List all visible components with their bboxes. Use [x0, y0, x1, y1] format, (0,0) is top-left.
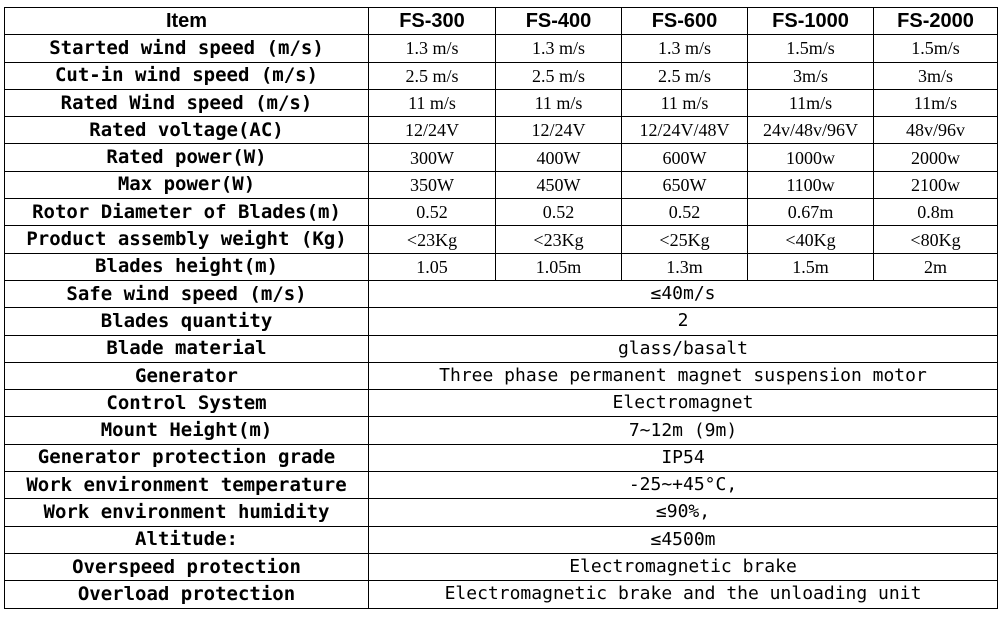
- shared-value-cell: glass/basalt: [369, 335, 998, 362]
- table-cell: 0.52: [622, 199, 748, 226]
- row-label: Work environment humidity: [5, 499, 369, 526]
- table-row: [5, 199, 998, 226]
- table-cell: 650W: [622, 171, 748, 198]
- row-label: Overspeed protection: [5, 553, 369, 580]
- table-cell: 400W: [496, 144, 622, 171]
- table-cell: 1.3 m/s: [622, 35, 748, 62]
- table-cell: 12/24V: [369, 117, 496, 144]
- shared-value-cell: ≤4500m: [369, 526, 998, 553]
- table-cell: 1.05: [369, 253, 496, 280]
- table-row: [5, 417, 998, 444]
- header-item: Item: [5, 8, 369, 35]
- row-label: Max power(W): [5, 171, 369, 198]
- table-cell: 0.67m: [748, 199, 874, 226]
- table-row: [5, 335, 998, 362]
- shared-value-cell: 7~12m (9m): [369, 417, 998, 444]
- table-cell: 0.52: [496, 199, 622, 226]
- table-cell: 1.3 m/s: [369, 35, 496, 62]
- spec-table: [4, 7, 998, 609]
- table-cell: <23Kg: [369, 226, 496, 253]
- table-cell: 11 m/s: [369, 89, 496, 116]
- table-cell: 0.8m: [874, 199, 998, 226]
- table-cell: 350W: [369, 171, 496, 198]
- table-row: [5, 526, 998, 553]
- table-cell: 11 m/s: [622, 89, 748, 116]
- table-cell: <40Kg: [748, 226, 874, 253]
- table-cell: 3m/s: [748, 62, 874, 89]
- table-row: [5, 390, 998, 417]
- table-row: [5, 472, 998, 499]
- table-row: [5, 171, 998, 198]
- table-cell: 2000w: [874, 144, 998, 171]
- table-cell: 2100w: [874, 171, 998, 198]
- table-cell: 24v/48v/96V: [748, 117, 874, 144]
- table-row: [5, 226, 998, 253]
- row-label: Mount Height(m): [5, 417, 369, 444]
- table-cell: 12/24V/48V: [622, 117, 748, 144]
- row-label: Work environment temperature: [5, 472, 369, 499]
- shared-value-cell: 2: [369, 308, 998, 335]
- row-label: Rotor Diameter of Blades(m): [5, 199, 369, 226]
- header-fs-600: FS-600: [622, 8, 748, 35]
- shared-value-cell: Electromagnet: [369, 390, 998, 417]
- row-label: Generator: [5, 362, 369, 389]
- row-label: Blades height(m): [5, 253, 369, 280]
- table-cell: 1.3 m/s: [496, 35, 622, 62]
- shared-value-cell: Electromagnetic brake: [369, 553, 998, 580]
- shared-value-cell: ≤90%,: [369, 499, 998, 526]
- shared-value-cell: Three phase permanent magnet suspension motor: [369, 362, 998, 389]
- header-fs-400: FS-400: [496, 8, 622, 35]
- header-fs-1000: FS-1000: [748, 8, 874, 35]
- table-cell: 11m/s: [874, 89, 998, 116]
- table-row: [5, 144, 998, 171]
- row-label: Control System: [5, 390, 369, 417]
- row-label: Cut-in wind speed (m/s): [5, 62, 369, 89]
- table-row: [5, 62, 998, 89]
- table-row: [5, 553, 998, 580]
- table-row: [5, 499, 998, 526]
- table-cell: 300W: [369, 144, 496, 171]
- table-cell: 0.52: [369, 199, 496, 226]
- table-row: [5, 308, 998, 335]
- row-label: Rated power(W): [5, 144, 369, 171]
- shared-value-cell: -25~+45°C,: [369, 472, 998, 499]
- table-cell: 11m/s: [748, 89, 874, 116]
- table-row: [5, 253, 998, 280]
- table-cell: <25Kg: [622, 226, 748, 253]
- header-fs-2000: FS-2000: [874, 8, 998, 35]
- header-fs-300: FS-300: [369, 8, 496, 35]
- table-cell: 3m/s: [874, 62, 998, 89]
- table-cell: 1.3m: [622, 253, 748, 280]
- table-cell: 11 m/s: [496, 89, 622, 116]
- table-row: [5, 117, 998, 144]
- row-label: Blades quantity: [5, 308, 369, 335]
- row-label: Rated Wind speed (m/s): [5, 89, 369, 116]
- row-label: Product assembly weight (Kg): [5, 226, 369, 253]
- row-label: Safe wind speed (m/s): [5, 280, 369, 307]
- table-cell: 1000w: [748, 144, 874, 171]
- table-cell: 48v/96v: [874, 117, 998, 144]
- table-cell: 1.5m/s: [748, 35, 874, 62]
- table-row: [5, 35, 998, 62]
- table-row: [5, 89, 998, 116]
- header-row: [5, 8, 998, 35]
- table-cell: 2m: [874, 253, 998, 280]
- row-label: Rated voltage(AC): [5, 117, 369, 144]
- shared-value-cell: IP54: [369, 444, 998, 471]
- table-cell: 2.5 m/s: [496, 62, 622, 89]
- table-row: [5, 362, 998, 389]
- row-label: Blade material: [5, 335, 369, 362]
- table-cell: 2.5 m/s: [369, 62, 496, 89]
- table-row: [5, 581, 998, 608]
- row-label: Started wind speed (m/s): [5, 35, 369, 62]
- row-label: Generator protection grade: [5, 444, 369, 471]
- row-label: Overload protection: [5, 581, 369, 608]
- table-cell: 12/24V: [496, 117, 622, 144]
- table-row: [5, 280, 998, 307]
- row-label: Altitude:: [5, 526, 369, 553]
- table-cell: 1.5m/s: [874, 35, 998, 62]
- table-cell: <23Kg: [496, 226, 622, 253]
- table-cell: <80Kg: [874, 226, 998, 253]
- table-cell: 2.5 m/s: [622, 62, 748, 89]
- table-cell: 450W: [496, 171, 622, 198]
- table-row: [5, 444, 998, 471]
- table-cell: 1.5m: [748, 253, 874, 280]
- table-cell: 1100w: [748, 171, 874, 198]
- table-cell: 600W: [622, 144, 748, 171]
- shared-value-cell: ≤40m/s: [369, 280, 998, 307]
- table-cell: 1.05m: [496, 253, 622, 280]
- shared-value-cell: Electromagnetic brake and the unloading unit: [369, 581, 998, 608]
